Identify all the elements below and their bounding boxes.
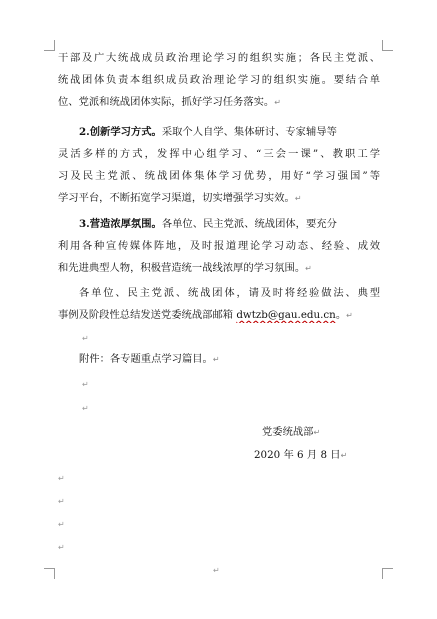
empty-paragraph-mark: ↵ bbox=[58, 543, 65, 552]
paragraph-mark: ↵ bbox=[340, 451, 348, 460]
body-line-7 bbox=[58, 191, 380, 206]
paragraph-mark: ↵ bbox=[294, 194, 302, 203]
body-text: 。 bbox=[335, 309, 347, 321]
body-line-9 bbox=[58, 239, 380, 253]
margin-corner-top-right bbox=[382, 40, 393, 51]
empty-paragraph-mark: ↵ bbox=[58, 520, 65, 529]
body-text: 统战团体负责本组织成员政治理论学习的组织实施。要结合单 bbox=[58, 74, 380, 86]
body-text: 利用各种宣传媒体阵地，及时报道理论学习动态、经验、成效 bbox=[58, 240, 380, 252]
signature-date: 2020 年 6 月 8 日 bbox=[254, 449, 341, 461]
body-text: 各单位、民主党派、统战团体，要充分 bbox=[161, 218, 337, 230]
paragraph-mark: ↵ bbox=[305, 264, 312, 273]
body-text: 采取个人自学、集体研讨、专家辅导等 bbox=[161, 126, 337, 138]
margin-corner-bottom-right bbox=[382, 568, 393, 579]
attachment-line bbox=[79, 352, 380, 367]
empty-paragraph-mark: ↵ bbox=[82, 380, 89, 389]
margin-corner-bottom-left bbox=[44, 568, 55, 579]
body-line-2 bbox=[58, 73, 380, 87]
body-text: 干部及广大统战成员政治理论学习的组织实施；各民主党派、 bbox=[58, 52, 380, 64]
body-line-1 bbox=[58, 51, 380, 65]
body-line-6 bbox=[58, 169, 380, 183]
body-text: 位、党派和统战团体实际，抓好学习任务落实。 bbox=[58, 96, 275, 108]
empty-paragraph-mark: ↵ bbox=[82, 334, 89, 343]
empty-paragraph-mark: ↵ bbox=[82, 404, 89, 413]
signature-org-line bbox=[262, 425, 320, 440]
email-address: dwtzb@gau.edu.cn bbox=[236, 309, 336, 321]
body-line-12 bbox=[58, 308, 380, 323]
body-text: 和先进典型人物，积极营造统一战线浓厚的学习氛围。 bbox=[58, 262, 306, 274]
body-line-11 bbox=[79, 286, 380, 300]
body-line-5 bbox=[58, 147, 380, 161]
body-line-8 bbox=[79, 217, 380, 231]
section-heading-2: 2.创新学习方式。 bbox=[79, 126, 162, 138]
body-text: 习及民主党派、统战团体集体学习优势，用好“学习强国”等 bbox=[58, 170, 380, 182]
signature-date-line bbox=[254, 448, 347, 463]
paragraph-mark: ↵ bbox=[313, 428, 321, 437]
section-heading-3: 3.营造浓厚氛围。 bbox=[79, 218, 162, 230]
paragraph-mark: ↵ bbox=[274, 98, 281, 107]
signature-org: 党委统战部 bbox=[262, 426, 314, 438]
body-line-10 bbox=[58, 261, 380, 276]
paragraph-mark: ↵ bbox=[212, 355, 220, 364]
paragraph-mark: ↵ bbox=[346, 311, 353, 320]
body-line-4 bbox=[79, 125, 380, 139]
body-text: 事例及阶段性总结发送党委统战部邮箱 bbox=[58, 309, 237, 321]
empty-paragraph-mark: ↵ bbox=[58, 474, 65, 483]
empty-paragraph-mark: ↵ bbox=[58, 497, 65, 506]
body-text: 各单位、民主党派、统战团体，请及时将经验做法、典型 bbox=[79, 287, 380, 299]
body-line-3 bbox=[58, 95, 380, 110]
attachment-text: 附件：各专题重点学习篇目。 bbox=[79, 353, 213, 365]
body-text: 灵活多样的方式，发挥中心组学习、“三会一课”、教职工学 bbox=[58, 148, 380, 160]
footer-paragraph-mark: ↵ bbox=[213, 566, 220, 575]
margin-corner-top-left bbox=[44, 40, 55, 51]
body-text: 学习平台，不断拓宽学习渠道，切实增强学习实效。 bbox=[58, 192, 295, 204]
